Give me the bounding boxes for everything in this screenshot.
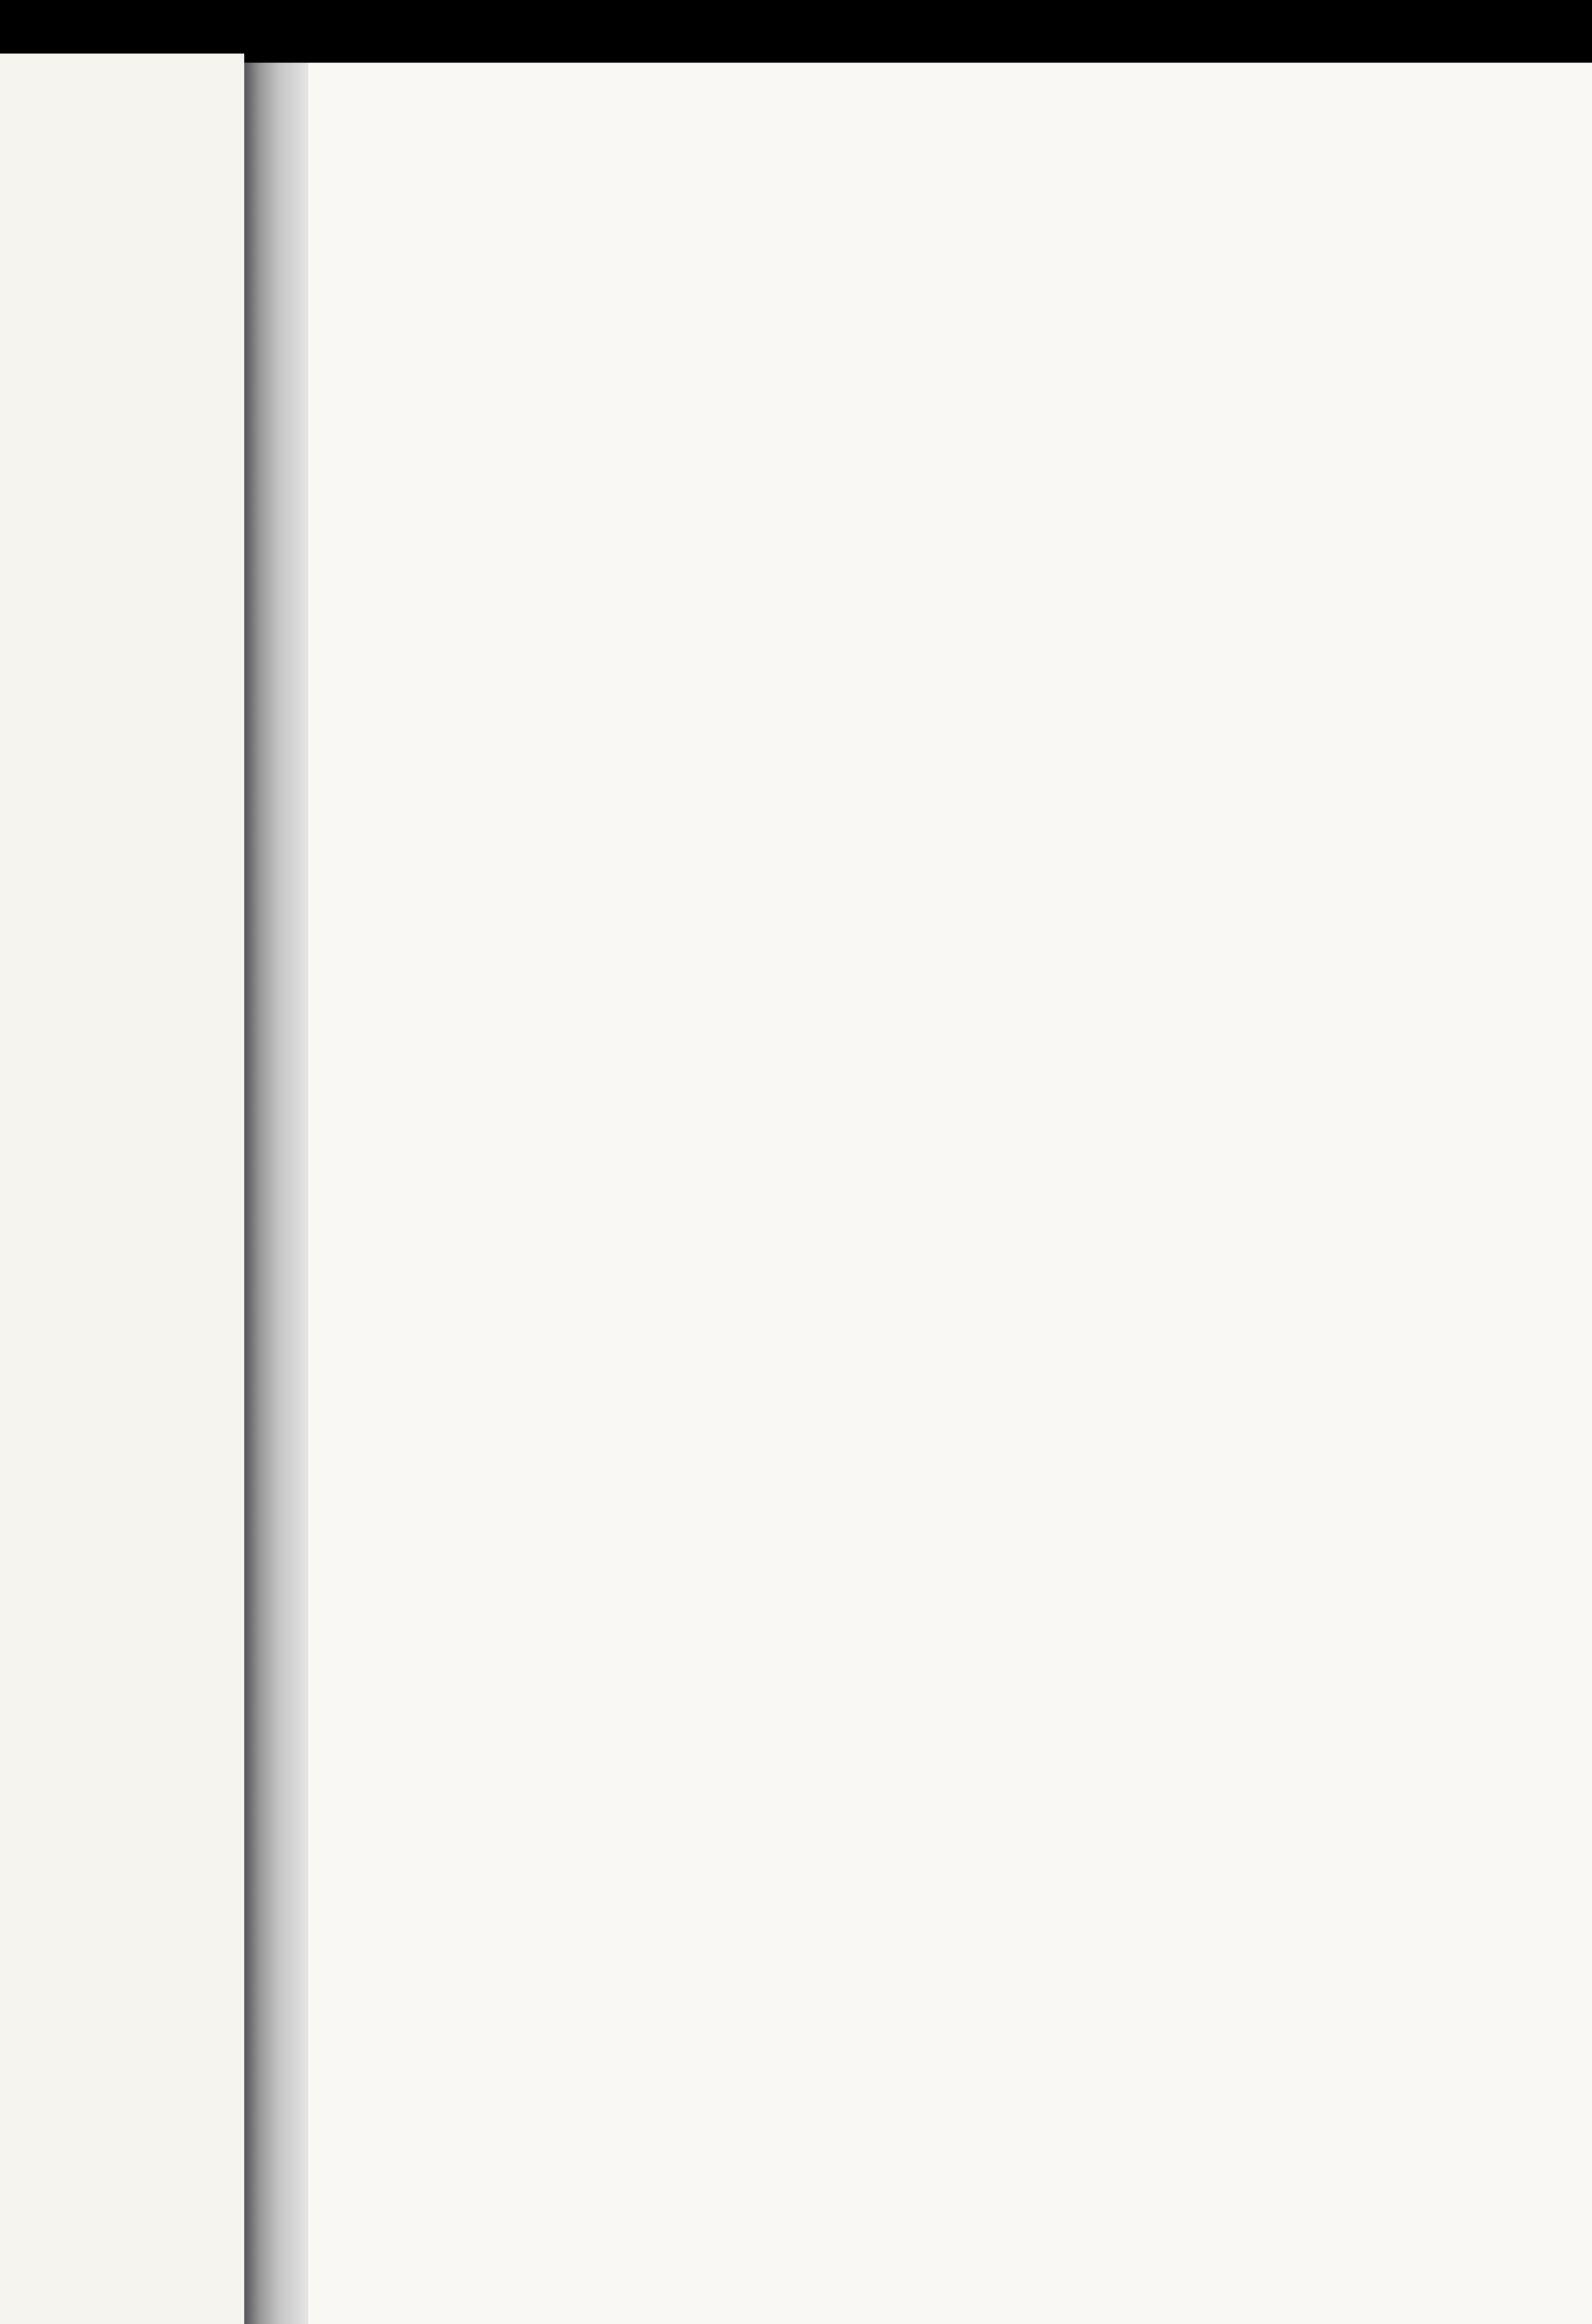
- page-body: [409, 273, 1334, 287]
- book-gutter: [244, 63, 308, 2324]
- book-page: [308, 63, 1592, 2324]
- facing-page: [0, 54, 244, 2324]
